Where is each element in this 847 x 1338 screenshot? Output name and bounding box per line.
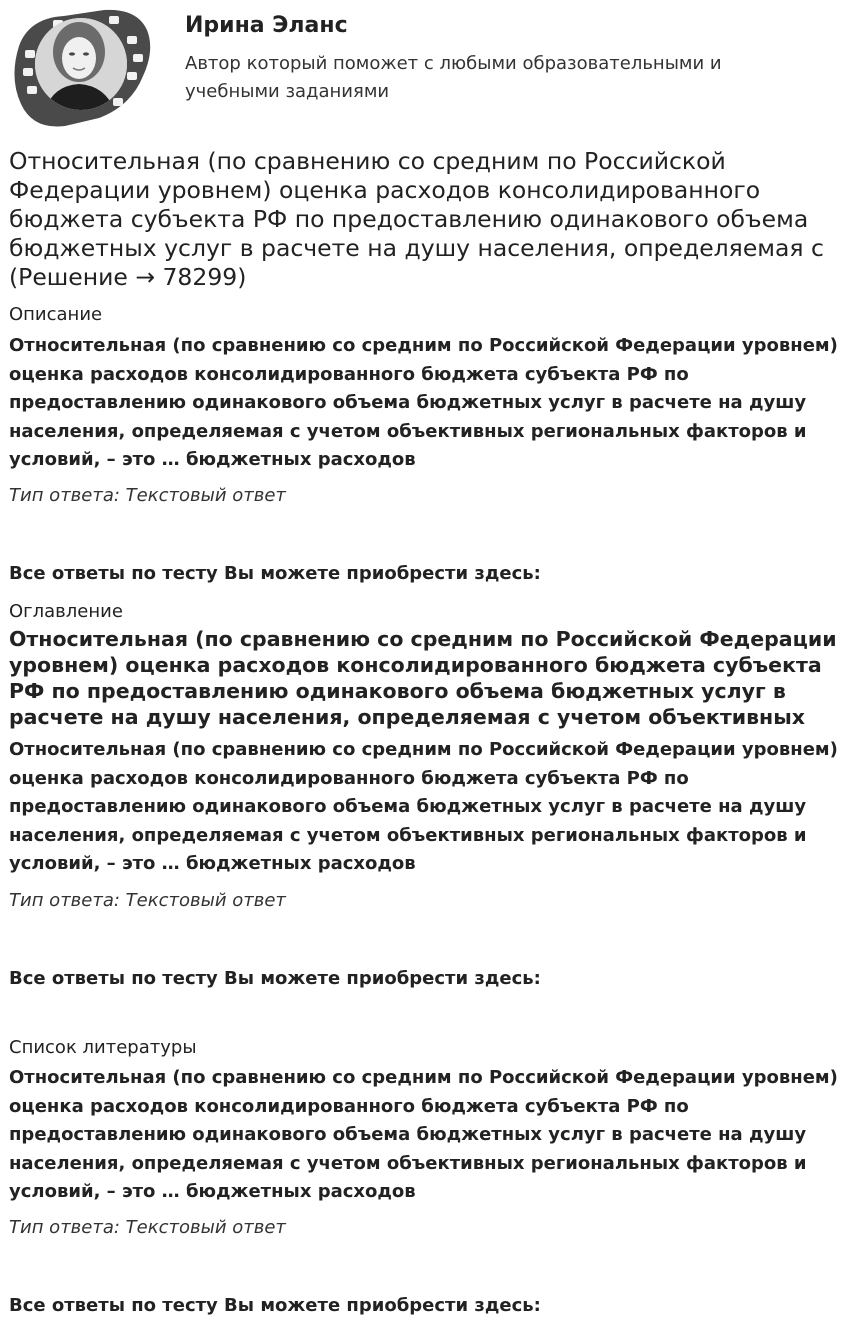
page-title: Относительная (по сравнению со средним по Российской Федерации уровнем) оценка расходов консолидированного бюджета субъекта РФ по предоставлению одинакового объема бюджетных услуг в расчете на душу населения, определяемая с (Решение → 78299)	[9, 147, 824, 291]
buy-answers-link[interactable]: Все ответы по тесту Вы можете приобрести здесь:	[9, 967, 541, 989]
answer-type: Тип ответа: Текстовый ответ	[9, 1216, 286, 1238]
author-name[interactable]: Ирина Эланс	[185, 13, 348, 38]
buy-answers-link[interactable]: Все ответы по тесту Вы можете приобрести здесь:	[9, 1294, 541, 1316]
author-description: Автор который поможет с любыми образовательными и учебными заданиями	[185, 53, 722, 102]
buy-answers-link[interactable]: Все ответы по тесту Вы можете приобрести здесь:	[9, 562, 541, 584]
section-label: Список литературы	[9, 1037, 197, 1058]
author-avatar[interactable]	[9, 6, 154, 128]
answer-type: Тип ответа: Текстовый ответ	[9, 889, 286, 911]
section-description	[9, 303, 839, 586]
author-card	[9, 0, 839, 140]
section-label: Оглавление	[9, 601, 123, 622]
section-body: Относительная (по сравнению со средним по Российской Федерации уровнем) оценка расходов консолидированного бюджета субъекта РФ по предоставлению одинакового объема бюджетных услуг в расчете на душу населения, определяемая с учетом объективных региональных факторов и условий, – это … бюджетных расходов	[9, 335, 838, 470]
answer-type: Тип ответа: Текстовый ответ	[9, 484, 286, 506]
section-heading: Относительная (по сравнению со средним по Российской Федерации уровнем) оценка расходов консолидированного бюджета субъекта РФ по предоставлению одинакового объема бюджетных услуг в расчете на душу населения, определяемая с учетом объективных	[9, 627, 837, 729]
section-label: Описание	[9, 304, 103, 325]
section-body: Относительная (по сравнению со средним по Российской Федерации уровнем) оценка расходов консолидированного бюджета субъекта РФ по предоставлению одинакового объема бюджетных услуг в расчете на душу населения, определяемая с учетом объективных региональных факторов и условий, – это … бюджетных расходов	[9, 739, 838, 874]
section-contents	[9, 600, 839, 991]
page	[9, 0, 839, 1316]
section-body: Относительная (по сравнению со средним по Российской Федерации уровнем) оценка расходов консолидированного бюджета субъекта РФ по предоставлению одинакового объема бюджетных услуг в расчете на душу населения, определяемая с учетом объективных региональных факторов и условий, – это … бюджетных расходов	[9, 1067, 838, 1202]
section-bibliography	[9, 1036, 839, 1318]
